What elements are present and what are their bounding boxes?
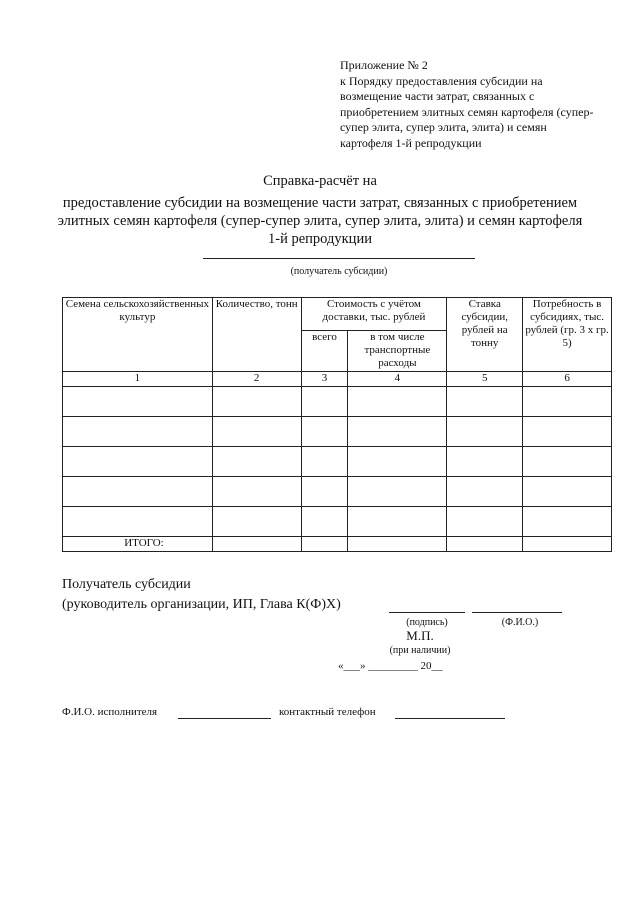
- col-number: 4: [348, 372, 447, 387]
- table-cell[interactable]: [348, 387, 447, 417]
- appendix-line: супер элита, супер элита, элита) и семян: [340, 120, 547, 134]
- total-cell[interactable]: [447, 537, 523, 552]
- table-cell[interactable]: [523, 447, 612, 477]
- col-number: 2: [212, 372, 301, 387]
- recipient-caption: (получатель субсидии): [290, 266, 388, 277]
- header-cost-total: всего: [301, 331, 348, 372]
- table-cell[interactable]: [447, 387, 523, 417]
- document-subtitle: [0, 194, 640, 248]
- table-cell[interactable]: [447, 447, 523, 477]
- header-rate: Ставка субсидии, рублей на тонну: [447, 298, 523, 372]
- recipient-label: Получатель субсидии: [62, 577, 191, 592]
- stamp-note: (при наличии): [389, 645, 451, 656]
- executor-line[interactable]: [178, 718, 271, 719]
- table-cell[interactable]: [63, 477, 213, 507]
- header-need: Потребность в субсидиях, тыс. рублей (гр. 3 х гр. 5): [523, 298, 612, 372]
- table-cell[interactable]: [348, 417, 447, 447]
- total-label: ИТОГО:: [63, 537, 213, 552]
- appendix-line: приобретением элитных семян картофеля (супер-: [340, 104, 594, 119]
- executor-label: Ф.И.О. исполнителя: [62, 706, 158, 718]
- subtitle-line: предоставление субсидии на возмещение части затрат, связанных с приобретением: [62, 195, 578, 211]
- table-cell[interactable]: [301, 387, 348, 417]
- appendix-line: к Порядку предоставления субсидии на: [340, 73, 543, 88]
- table-cell[interactable]: [212, 507, 301, 537]
- document-title: Справка-расчёт на: [263, 173, 377, 189]
- recipient-role-label: (руководитель организации, ИП, Глава К(Ф)Х): [62, 597, 341, 612]
- table-cell[interactable]: [523, 387, 612, 417]
- subtitle-line: 1-й репродукции: [268, 231, 372, 247]
- table-cell[interactable]: [447, 507, 523, 537]
- table-cell[interactable]: [212, 477, 301, 507]
- signature-line[interactable]: [389, 612, 465, 613]
- phone-line[interactable]: [395, 718, 505, 719]
- col-number: 5: [447, 372, 523, 387]
- table-cell[interactable]: [523, 417, 612, 447]
- table-row: [63, 477, 612, 507]
- total-cell[interactable]: [348, 537, 447, 552]
- table-cell[interactable]: [301, 507, 348, 537]
- table-cell[interactable]: [212, 387, 301, 417]
- table-row: [63, 447, 612, 477]
- total-cell[interactable]: [301, 537, 348, 552]
- table-row: [63, 507, 612, 537]
- phone-label: контактный телефон: [279, 706, 376, 718]
- table-cell[interactable]: [212, 447, 301, 477]
- header-quantity: Количество, тонн: [212, 298, 301, 372]
- fio-line[interactable]: [472, 612, 562, 613]
- header-cost: Стоимость с учётом доставки, тыс. рублей: [301, 298, 447, 331]
- table-cell[interactable]: [447, 477, 523, 507]
- table-cell[interactable]: [301, 477, 348, 507]
- table-cell[interactable]: [301, 447, 348, 477]
- table-cell[interactable]: [63, 387, 213, 417]
- table-row: [63, 387, 612, 417]
- table-cell[interactable]: [212, 417, 301, 447]
- table-cell[interactable]: [447, 417, 523, 447]
- header-cost-transport: в том числе транспортные расходы: [348, 331, 447, 372]
- table-cell[interactable]: [348, 507, 447, 537]
- total-cell[interactable]: [523, 537, 612, 552]
- signature-caption: (подпись): [406, 617, 448, 628]
- table-row: [63, 417, 612, 447]
- appendix-line: картофеля 1-й репродукции: [340, 135, 482, 150]
- appendix-line: возмещение части затрат, связанных с: [340, 89, 535, 103]
- calculation-table: [62, 297, 612, 552]
- appendix-note: [340, 58, 620, 151]
- total-cell[interactable]: [212, 537, 301, 552]
- table-cell[interactable]: [348, 447, 447, 477]
- col-number: 1: [63, 372, 213, 387]
- col-number: 3: [301, 372, 348, 387]
- total-row: [63, 537, 612, 552]
- col-number: 6: [523, 372, 612, 387]
- stamp-label: М.П.: [406, 628, 434, 643]
- table-cell[interactable]: [63, 507, 213, 537]
- table-cell[interactable]: [348, 477, 447, 507]
- date-line[interactable]: «___» _________ 20__: [338, 660, 443, 672]
- appendix-line: Приложение № 2: [340, 58, 428, 72]
- table-cell[interactable]: [523, 507, 612, 537]
- recipient-blank-line[interactable]: [203, 258, 475, 259]
- table-cell[interactable]: [63, 417, 213, 447]
- table-cell[interactable]: [523, 477, 612, 507]
- header-seeds: Семена сельскохозяйственных культур: [63, 298, 213, 372]
- table-cell[interactable]: [63, 447, 213, 477]
- fio-caption: (Ф.И.О.): [501, 617, 539, 628]
- table-cell[interactable]: [301, 417, 348, 447]
- subtitle-line: элитных семян картофеля (супер-супер элита, супер элита, элита) и семян картофеля: [57, 213, 583, 229]
